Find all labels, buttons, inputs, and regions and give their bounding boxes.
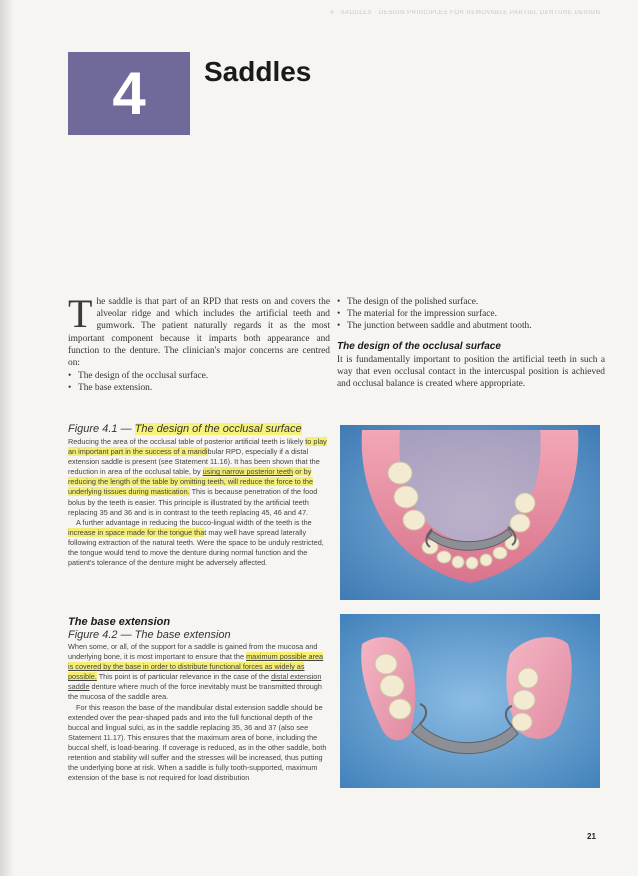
base-extension-section (68, 616, 330, 783)
denture-illustration-1 (340, 425, 600, 600)
figure-4-1-paragraph-2 (68, 518, 330, 568)
denture-illustration-2 (340, 614, 600, 788)
highlighted-text: using narrow posterior teeth (202, 467, 294, 477)
right-top-column (337, 296, 605, 390)
text-run: This is because penetration of the food bolus by the teeth is easier. This principle is illustrated by the artificial teeth replacing 35 and 36 and is in contrast to the teeth replacing 45, 46 and 47. (68, 487, 318, 517)
text-run: When some, or all, of the support for a saddle is gained from the mucosa and underlying bone, it is most important to ensure that the (68, 642, 318, 662)
figure-title-highlight: The design of the occlusal surface (134, 423, 302, 435)
chapter-number: 4 (112, 59, 146, 127)
intro-paragraph: he saddle is that part of an RPD that rests on and covers the alveolar ridge and which includes the artificial teeth and gumwork. The patient naturally regards it as the most important component because it imparts both appearance and function to the denture. The clinician's major concerns are centred on: (68, 297, 330, 369)
figure-4-2-title: Figure 4.2 — The base extension (68, 629, 231, 641)
text-run: This point is of particular relevance in the case of the (96, 672, 272, 682)
denture-photo-4-2 (340, 614, 600, 788)
page-number: 21 (587, 832, 596, 841)
text-run: A further advantage in reducing the bucco-lingual width of the teeth is the (76, 517, 312, 527)
base-paragraph-1 (68, 642, 330, 703)
highlighted-text: maximum possible area is covered by the base in order to distribute functional forces as widely as possible. (68, 652, 324, 682)
intro-column (68, 291, 330, 395)
figure-4-1-title (68, 423, 330, 435)
text-run: denture where much of the force inevitably must be transmitted through the mucosa of the saddle area. (68, 682, 322, 702)
chapter-number-box (68, 52, 190, 135)
figure-label: Figure 4.1 — (68, 423, 132, 435)
occlusal-paragraph: It is fundamentally important to position the artificial teeth in such a way that even occlusal contact in the intercuspal position is achieved and occlusal balance is created where appropriate. (337, 354, 605, 390)
underlined-text: distal extension saddle (68, 672, 322, 692)
right-bullet-list (337, 296, 605, 333)
list-item: • The base extension. (68, 382, 330, 394)
intro-bullet-list (68, 370, 330, 394)
text-run: t may well have spread laterally following extraction of the natural teeth. Were the space to be unduly restricted, the tongue would tend to move the denture during normal function and the patient's tolerance of the denture might be adversely affected. (68, 527, 324, 568)
highlighted-text: by reducing the length of the table by omitting teeth, will reduce the force to the underlying tissues during mastication. (68, 467, 314, 497)
list-item: • The material for the impression surface. (337, 308, 605, 320)
highlighted-text: or (293, 467, 304, 477)
chapter-title: Saddles (204, 56, 312, 87)
running-head: 4 · SADDLES · DESIGN PRINCIPLES FOR REMOVABLE PARTIAL DENTURE DESIGN (330, 10, 601, 16)
denture-photo-4-1 (340, 425, 600, 600)
list-item: • The junction between saddle and abutment tooth. (337, 320, 605, 332)
text-run: bular RPD, especially if a distal extension saddle is present (see Statement 11.16). It has been shown that the reduction in area of the occlusal table, by (68, 447, 320, 477)
section-heading-occlusal: The design of the occlusal surface (337, 340, 501, 352)
base-paragraph-2: For this reason the base of the mandibular distal extension saddle should be extended over the pear-shaped pads and into the full functional depth of the buccal and lingual sulci, as in the saddle replacing 35, 36 and 37 (also see Statement 11.17). This ensures that the maximum area of bone, including the buccal shelf, is load-bearing. If coverage is reduced, as in the other saddle, both retention and stability will suffer and the stresses will be increased, thus putting the underlying bone at risk. When a saddle is fully tooth-supported, maximum extension of the base is not required for load distribution (68, 702, 327, 783)
section-heading-base: The base extension (68, 616, 171, 628)
list-item: • The design of the occlusal surface. (68, 370, 330, 382)
figure-4-1-paragraph-1 (68, 437, 330, 518)
highlighted-text: to play an important part in the success of a mandi (68, 437, 327, 457)
page-gutter-shadow (0, 0, 14, 876)
dropcap: T (68, 291, 93, 336)
figure-4-1-text (68, 423, 330, 568)
list-item: • The design of the polished surface. (337, 296, 605, 308)
text-run: Reducing the area of the occlusal table of posterior artificial teeth is likely (68, 437, 306, 446)
highlighted-text: increase in space made for the tongue tha (68, 527, 205, 537)
